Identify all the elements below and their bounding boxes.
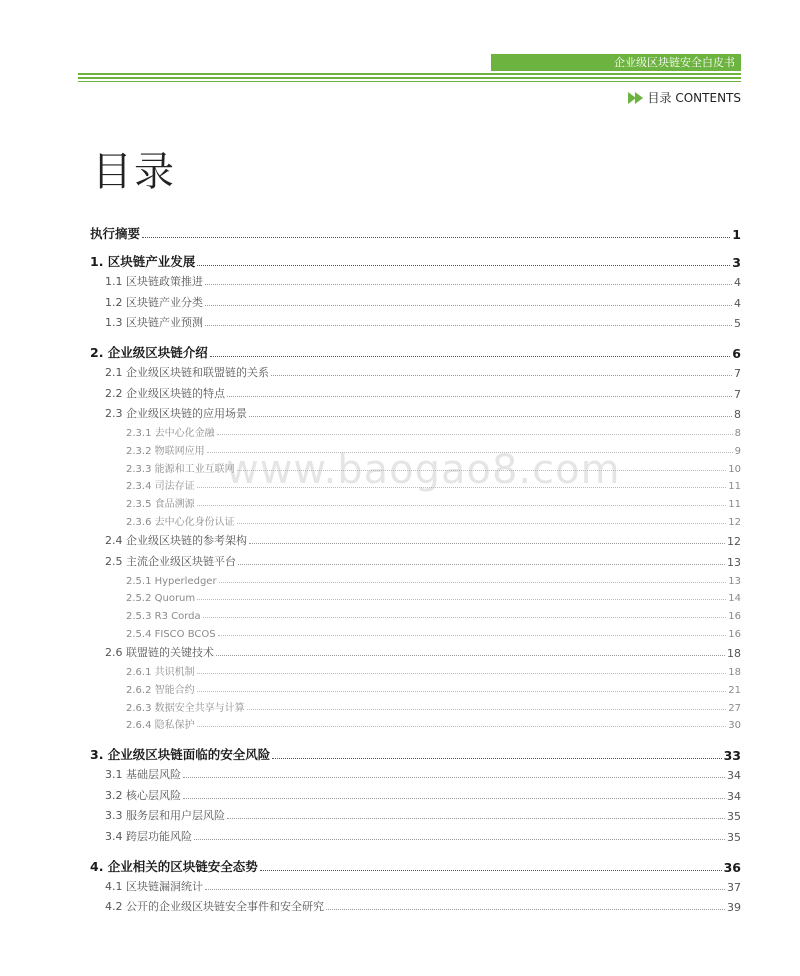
toc-leader-dots xyxy=(249,416,732,417)
toc-entry[interactable] xyxy=(105,808,741,823)
toc-entry[interactable] xyxy=(105,645,741,660)
toc-entry-title: 2.6.3 数据安全共享与计算 xyxy=(126,702,245,714)
toc-entry-title: 2.5.4 FISCO BCOS xyxy=(126,628,216,640)
toc-entry-title: 1.1 区块链政策推进 xyxy=(105,275,203,288)
toc-entry-page: 35 xyxy=(727,810,741,824)
toc-leader-dots xyxy=(183,777,725,778)
toc-entry-title: 2.6 联盟链的关键技术 xyxy=(105,645,214,659)
section-label xyxy=(628,89,741,106)
toc-entry-page: 6 xyxy=(732,346,741,361)
toc-entry[interactable] xyxy=(126,461,741,475)
toc-leader-dots xyxy=(217,434,733,435)
toc-entry-title: 3.1 基础层风险 xyxy=(105,768,181,782)
toc-entry-page: 21 xyxy=(728,684,741,696)
double-arrow-icon xyxy=(628,92,642,104)
header-rule xyxy=(78,73,741,75)
toc-entry[interactable] xyxy=(105,295,741,310)
toc-entry-title: 执行摘要 xyxy=(90,226,141,241)
toc-entry-title: 2.3.1 去中心化金融 xyxy=(126,428,215,439)
toc-entry-title: 2.3.5 食品溯源 xyxy=(126,499,195,511)
toc-entry[interactable] xyxy=(126,443,741,457)
toc-entry-title: 2.2 企业级区块链的特点 xyxy=(105,386,225,400)
toc-leader-dots xyxy=(197,691,727,692)
toc-leader-dots xyxy=(205,889,725,890)
toc-entry-title: 4.2 公开的企业级区块链安全事件和安全研究 xyxy=(105,900,324,914)
toc-leader-dots xyxy=(272,758,721,759)
toc-leader-dots xyxy=(227,396,732,397)
toc-leader-dots xyxy=(142,237,730,238)
toc-entry-page: 13 xyxy=(727,555,741,569)
toc-leader-dots xyxy=(205,284,732,285)
toc-leader-dots xyxy=(194,839,725,840)
toc-leader-dots xyxy=(271,375,732,376)
toc-leader-dots xyxy=(238,564,725,565)
toc-leader-dots xyxy=(210,356,730,357)
toc-entry-page: 12 xyxy=(728,517,741,528)
toc-leader-dots xyxy=(260,870,722,871)
toc-entry-page: 7 xyxy=(734,387,741,401)
toc-entry[interactable] xyxy=(90,343,741,361)
toc-entry-page: 27 xyxy=(728,702,741,714)
toc-entry-page: 18 xyxy=(727,646,741,660)
toc-leader-dots xyxy=(237,470,727,471)
toc-entry-page: 4 xyxy=(734,276,741,289)
toc-entry-title: 2.5 主流企业级区块链平台 xyxy=(105,554,236,568)
toc-entry-page: 13 xyxy=(728,575,741,587)
toc-entry-title: 2.3.6 去中心化身份认证 xyxy=(126,517,235,528)
toc-leader-dots xyxy=(197,673,727,674)
toc-entry-title: 3.2 核心层风险 xyxy=(105,788,181,802)
toc-entry-page: 16 xyxy=(728,611,741,623)
toc-entry-page: 3 xyxy=(732,255,741,270)
toc-entry[interactable] xyxy=(105,274,741,289)
toc-entry-title: 2.3.2 物联网应用 xyxy=(126,445,205,457)
toc-leader-dots xyxy=(237,523,727,524)
toc-entry[interactable] xyxy=(105,899,741,914)
toc-entry-page: 16 xyxy=(728,628,741,640)
toc-entry-title: 2.6.2 智能合约 xyxy=(126,684,195,696)
toc-entry-page: 8 xyxy=(734,408,741,421)
toc-entry-page: 33 xyxy=(723,748,741,764)
toc-entry[interactable] xyxy=(126,717,741,731)
toc-entry-title: 2.6.1 共识机制 xyxy=(126,666,195,678)
toc-entry[interactable] xyxy=(126,700,741,714)
toc-leader-dots xyxy=(197,265,730,266)
document-title-bar xyxy=(491,54,741,71)
toc-entry[interactable] xyxy=(90,745,741,763)
toc-leader-dots xyxy=(197,487,727,488)
toc-entry-page: 5 xyxy=(734,317,741,330)
toc-entry-title: 1.3 区块链产业预测 xyxy=(105,316,203,329)
toc-entry-page: 11 xyxy=(728,499,741,511)
document-title: 企业级区块链安全白皮书 xyxy=(614,56,735,69)
header-rule xyxy=(78,81,741,82)
toc-entry[interactable] xyxy=(105,554,741,569)
toc-leader-dots xyxy=(197,599,726,600)
toc-entry-page: 12 xyxy=(727,535,741,548)
toc-entry-title: 3.3 服务层和用户层风险 xyxy=(105,809,225,823)
toc-entry-title: 2.5.2 Quorum xyxy=(126,593,196,605)
watermark-text: www.baogao8.com xyxy=(226,447,621,493)
toc-entry[interactable] xyxy=(105,829,741,844)
toc-entry[interactable] xyxy=(105,788,741,803)
toc-entry[interactable] xyxy=(126,496,741,510)
toc-entry-page: 18 xyxy=(728,666,741,678)
toc-entry[interactable] xyxy=(126,590,741,604)
toc-entry-page: 14 xyxy=(728,593,741,605)
toc-entry[interactable] xyxy=(105,879,741,894)
toc-entry-page: 35 xyxy=(727,830,741,844)
toc-entry[interactable] xyxy=(105,315,741,330)
toc-entry-title: 1. 区块链产业发展 xyxy=(90,254,196,269)
toc-entry[interactable] xyxy=(126,682,741,696)
toc-entry-title: 2.3.4 司法存证 xyxy=(126,481,195,493)
toc-entry[interactable] xyxy=(105,533,741,548)
toc-entry-title: 3.4 跨层功能风险 xyxy=(105,829,192,843)
toc-entry-title: 2.5.1 Hyperledger xyxy=(126,575,217,587)
toc-leader-dots xyxy=(218,635,727,636)
toc-entry[interactable] xyxy=(126,478,741,492)
toc-entry[interactable] xyxy=(105,386,741,401)
toc-entry-title: 4.1 区块链漏洞统计 xyxy=(105,879,203,893)
toc-leader-dots xyxy=(247,709,727,710)
toc-entry-page: 10 xyxy=(728,463,741,475)
toc-entry[interactable] xyxy=(105,406,741,421)
toc-entry[interactable] xyxy=(126,514,741,528)
toc-entry-page: 9 xyxy=(734,445,741,457)
toc-entry-title: 2.6.4 隐私保护 xyxy=(126,720,195,732)
toc-entry-page: 8 xyxy=(734,428,741,439)
toc-entry-page: 34 xyxy=(727,769,741,783)
toc-entry[interactable] xyxy=(126,626,741,640)
toc-leader-dots xyxy=(183,798,725,799)
toc-leader-dots xyxy=(326,909,725,910)
toc-entry-page: 11 xyxy=(728,481,741,493)
toc-entry-title: 2.1 企业级区块链和联盟链的关系 xyxy=(105,366,269,379)
toc-entry[interactable] xyxy=(105,767,741,782)
toc-entry-page: 30 xyxy=(728,720,741,732)
toc-leader-dots xyxy=(216,655,725,656)
toc-entry-page: 34 xyxy=(727,789,741,803)
toc-entry-page: 39 xyxy=(727,901,741,915)
toc-leader-dots xyxy=(205,325,732,326)
header-rule xyxy=(78,77,741,79)
page-title: 目录 xyxy=(92,149,176,195)
section-label-text: 目录 CONTENTS xyxy=(647,91,741,105)
toc-entry-page: 7 xyxy=(734,367,741,380)
toc-entry[interactable] xyxy=(90,224,741,242)
toc-leader-dots xyxy=(219,582,727,583)
toc-entry-page: 4 xyxy=(734,296,741,310)
toc-entry-title: 3. 企业级区块链面临的安全风险 xyxy=(90,747,271,763)
toc-entry[interactable] xyxy=(126,608,741,622)
toc-entry-page: 37 xyxy=(727,880,741,894)
toc-entry[interactable] xyxy=(105,365,741,380)
toc-leader-dots xyxy=(249,543,725,544)
toc-leader-dots xyxy=(197,505,727,506)
toc-leader-dots xyxy=(197,726,727,727)
toc-leader-dots xyxy=(205,305,732,306)
toc-entry[interactable] xyxy=(90,252,741,270)
toc-entry[interactable] xyxy=(90,857,741,875)
toc-entry-title: 1.2 区块链产业分类 xyxy=(105,295,203,309)
toc-entry[interactable] xyxy=(126,573,741,587)
toc-leader-dots xyxy=(203,617,727,618)
toc-leader-dots xyxy=(207,452,733,453)
toc-entry-page: 1 xyxy=(732,227,741,242)
toc-entry-title: 2.3 企业级区块链的应用场景 xyxy=(105,407,247,420)
toc-entry-page: 36 xyxy=(723,859,741,875)
toc-entry[interactable] xyxy=(126,664,741,678)
toc-entry-title: 2.4 企业级区块链的参考架构 xyxy=(105,534,247,547)
toc-entry[interactable] xyxy=(126,425,741,439)
toc-entry-title: 2.3.3 能源和工业互联网 xyxy=(126,463,235,475)
toc-entry-title: 4. 企业相关的区块链安全态势 xyxy=(90,858,258,874)
toc-entry-title: 2. 企业级区块链介绍 xyxy=(90,345,208,360)
toc-entry-title: 2.5.3 R3 Corda xyxy=(126,611,201,623)
toc-leader-dots xyxy=(227,818,725,819)
